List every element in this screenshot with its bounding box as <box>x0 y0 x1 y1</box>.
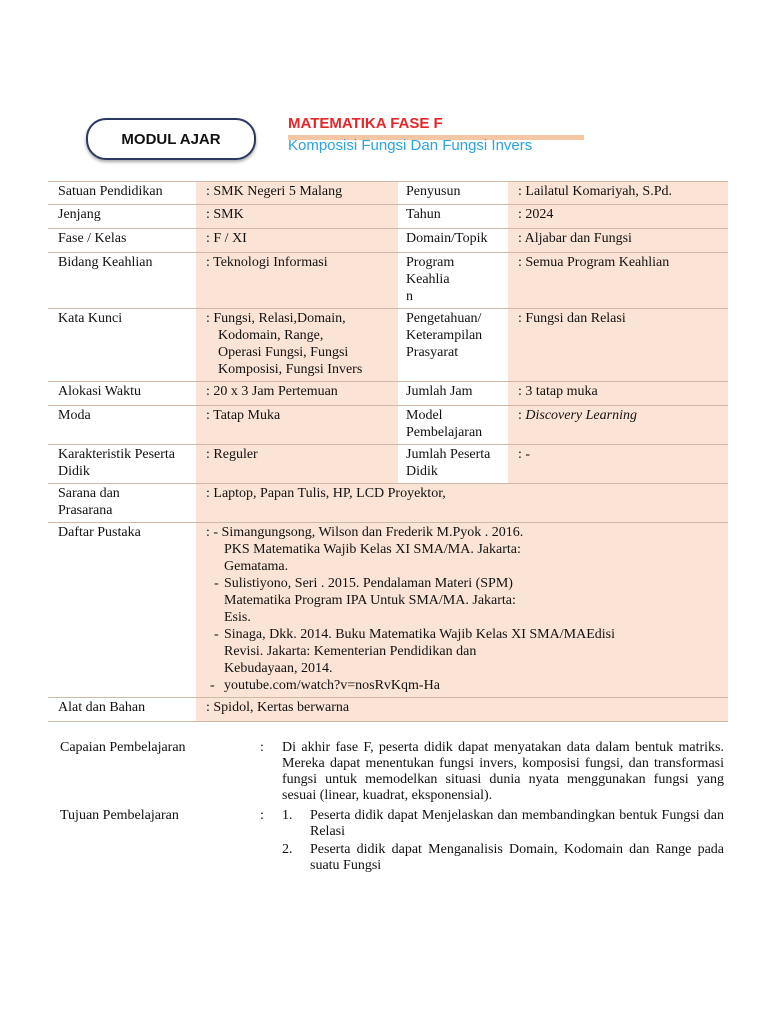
table-row <box>48 406 728 445</box>
reference-line: PKS Matematika Wajib Kelas XI SMA/MA. Jakarta: <box>224 542 521 557</box>
field-value: : 2024 <box>508 205 728 229</box>
table-row <box>48 309 728 382</box>
reference-line: Esis. <box>224 610 251 625</box>
label-line: Keterampilan <box>406 328 483 343</box>
tujuan-label: Tujuan Pembelajaran <box>60 808 179 823</box>
field-value: : Laptop, Papan Tulis, HP, LCD Proyektor, <box>196 484 728 523</box>
item-number: 2. <box>282 842 293 857</box>
field-label <box>398 253 508 309</box>
label-line: Jumlah Peserta <box>406 447 491 462</box>
field-value: : Semua Program Keahlian <box>508 253 728 309</box>
reference-line: Gematama. <box>224 559 289 574</box>
field-label <box>398 406 508 445</box>
value-line: Kodomain, Range, <box>218 328 324 343</box>
field-label: Domain/Topik <box>398 229 508 253</box>
document-title: MATEMATIKA FASE F <box>288 115 443 132</box>
modul-ajar-badge <box>86 118 256 160</box>
label-line: Didik <box>58 464 90 479</box>
field-value: : Fungsi dan Relasi <box>508 309 728 382</box>
model-value: Discovery Learning <box>525 408 637 423</box>
label-line: Didik <box>406 464 438 479</box>
tujuan-section <box>60 808 724 880</box>
field-value: : F / XI <box>196 229 398 253</box>
reference-link: youtube.com/watch?v=nosRvKqm-Ha <box>224 678 440 693</box>
field-label: Satuan Pendidikan <box>48 182 196 205</box>
field-label: Kata Kunci <box>48 309 196 382</box>
field-label: Penyusun <box>398 182 508 205</box>
reference-line <box>206 677 720 694</box>
label-line: n <box>406 289 413 304</box>
field-label: Alokasi Waktu <box>48 382 196 406</box>
field-value: : Spidol, Kertas berwarna <box>196 698 728 722</box>
label-line: Pembelajaran <box>406 425 483 440</box>
table-row <box>48 445 728 484</box>
field-label <box>398 309 508 382</box>
table-row <box>48 253 728 309</box>
field-label <box>398 445 508 484</box>
label-line: Prasyarat <box>406 345 459 360</box>
table-row <box>48 205 728 229</box>
item-text: Peserta didik dapat Menganalisis Domain, Kodomain dan Range pada suatu Fungsi <box>310 842 724 873</box>
label-line: Prasarana <box>58 503 113 518</box>
tujuan-colon: : <box>260 808 264 823</box>
field-value: : 3 tatap muka <box>508 382 728 406</box>
badge-label: MODUL AJAR <box>121 130 221 148</box>
field-label: Jenjang <box>48 205 196 229</box>
field-label: Alat dan Bahan <box>48 698 196 722</box>
field-label <box>48 445 196 484</box>
field-value: : Lailatul Komariyah, S.Pd. <box>508 182 728 205</box>
field-value: : 20 x 3 Jam Pertemuan <box>196 382 398 406</box>
list-item <box>282 808 724 840</box>
document-subtitle: Komposisi Fungsi Dan Fungsi Invers <box>288 137 533 154</box>
table-row <box>48 229 728 253</box>
table-row <box>48 698 728 722</box>
item-number: 1. <box>282 808 293 823</box>
field-label: Jumlah Jam <box>398 382 508 406</box>
capaian-colon: : <box>260 740 264 755</box>
value-line: Operasi Fungsi, Fungsi <box>218 345 349 360</box>
identity-table <box>48 181 728 722</box>
field-value: : Teknologi Informasi <box>196 253 398 309</box>
list-item <box>282 842 724 874</box>
field-value: : Aljabar dan Fungsi <box>508 229 728 253</box>
field-label <box>48 484 196 523</box>
field-label: Fase / Kelas <box>48 229 196 253</box>
list-dash: - <box>214 627 219 642</box>
capaian-label: Capaian Pembelajaran <box>60 740 186 755</box>
tujuan-list <box>282 808 724 876</box>
reference-line: Matematika Program IPA Untuk SMA/MA. Jakarta: <box>224 593 516 608</box>
field-value: : - <box>508 445 728 484</box>
field-label: Bidang Keahlian <box>48 253 196 309</box>
list-dash: - <box>214 576 219 591</box>
item-text: Peserta didik dapat Menjelaskan dan membandingkan bentuk Fungsi dan Relasi <box>310 808 724 839</box>
label-line: Keahlia <box>406 272 450 287</box>
label-line: Karakteristik Peserta <box>58 447 176 462</box>
field-value: : SMK <box>196 205 398 229</box>
value-prefix: : <box>518 408 526 423</box>
field-label: Moda <box>48 406 196 445</box>
label-line: Model <box>406 408 443 423</box>
reference-line: Revisi. Jakarta: Kementerian Pendidikan dan <box>224 644 477 659</box>
field-value: : Tatap Muka <box>196 406 398 445</box>
list-dash: - <box>210 678 215 693</box>
reference-line <box>206 626 720 643</box>
field-value <box>196 523 728 698</box>
field-value: : SMK Negeri 5 Malang <box>196 182 398 205</box>
field-value: : Reguler <box>196 445 398 484</box>
reference-line <box>206 575 720 592</box>
table-row <box>48 523 728 698</box>
reference-text: Sulistiyono, Seri . 2015. Pendalaman Materi (SPM) <box>224 576 513 591</box>
field-label: Daftar Pustaka <box>48 523 196 698</box>
table-row <box>48 182 728 205</box>
field-label: Tahun <box>398 205 508 229</box>
capaian-text: Di akhir fase F, peserta didik dapat menyatakan data dalam bentuk matriks. Mereka dapat menentukan fungsi invers, komposisi fungsi, dan transformasi fungsi untuk memodelkan situasi dunia nyata menggunakan fungsi yang sesuai (linear, kuadrat, eksponensial). <box>282 740 724 803</box>
value-line: : Fungsi, Relasi,Domain, <box>206 311 346 326</box>
label-line: Program <box>406 255 455 270</box>
reference-text: Sinaga, Dkk. 2014. Buku Matematika Wajib Kelas XI SMA/MAEdisi <box>224 627 615 642</box>
table-row <box>48 484 728 523</box>
field-value <box>508 406 728 445</box>
reference-line: Kebudayaan, 2014. <box>224 661 333 676</box>
value-line: Komposisi, Fungsi Invers <box>218 362 363 377</box>
label-line: Pengetahuan/ <box>406 311 482 326</box>
label-line: Sarana dan <box>58 486 120 501</box>
capaian-section <box>60 740 724 806</box>
field-value <box>196 309 398 382</box>
reference-line: : - Simangungsong, Wilson dan Frederik M.Pyok . 2016. <box>206 525 524 540</box>
table-row <box>48 382 728 406</box>
